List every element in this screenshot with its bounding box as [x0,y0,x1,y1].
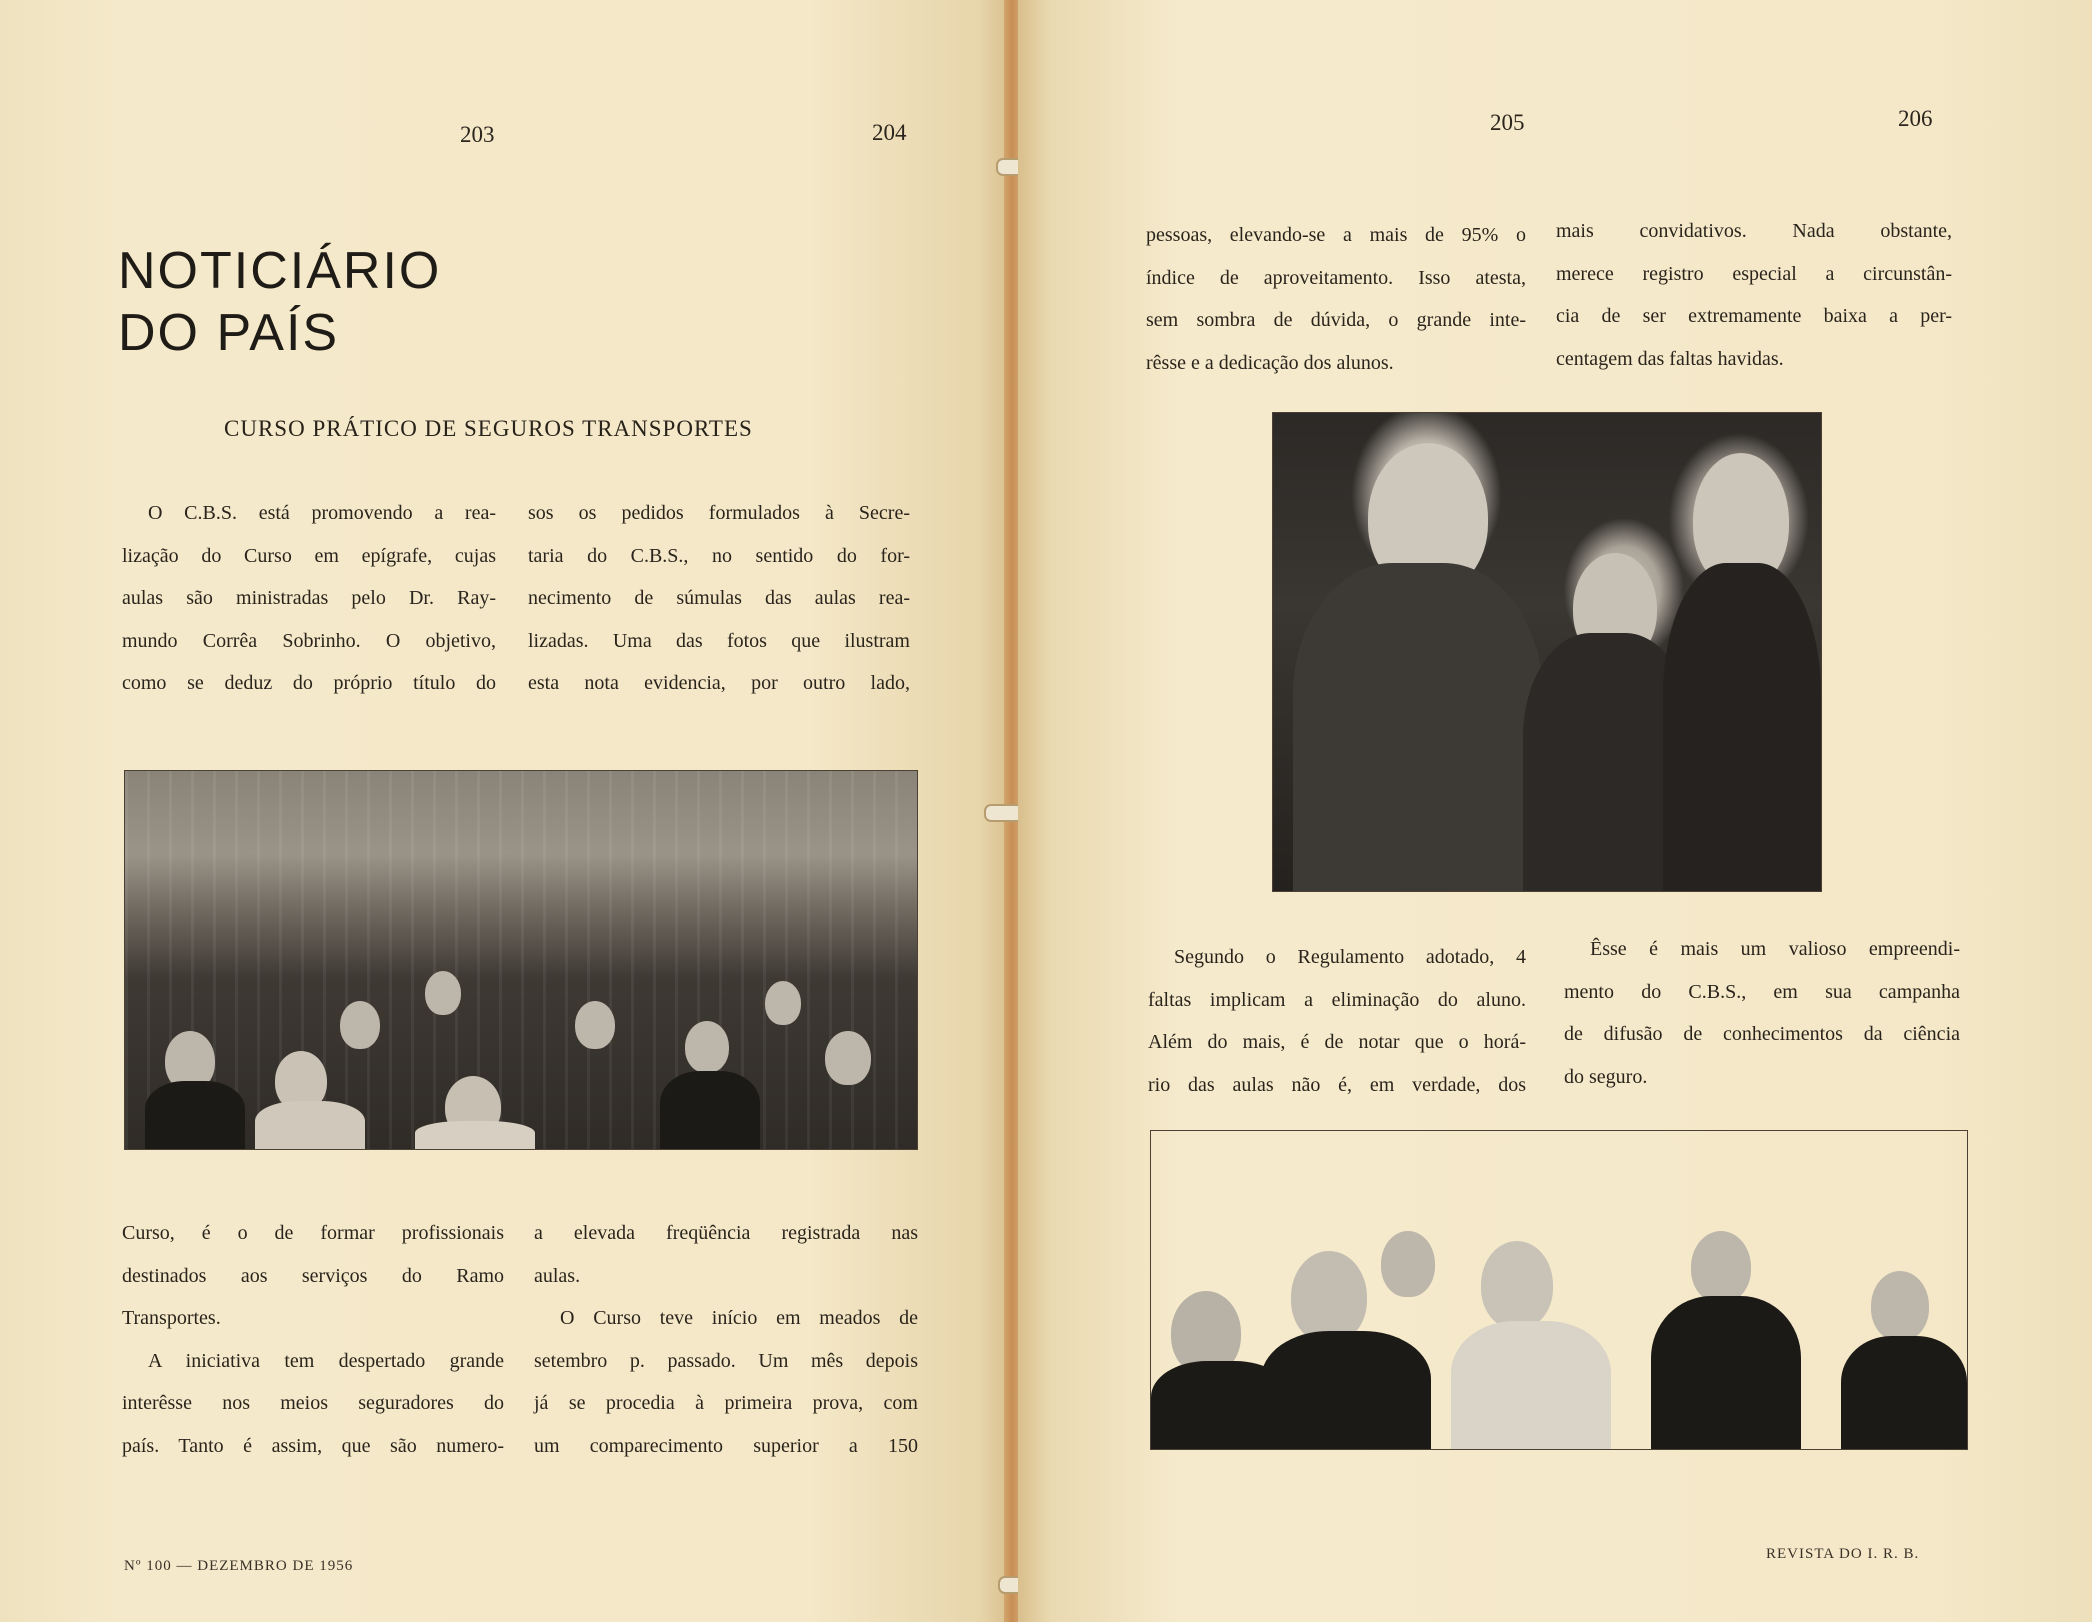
text-line: taria do C.B.S., no sentido do for- [528,544,910,567]
text-line: aulas são ministradas pelo Dr. Ray- [122,587,496,609]
text-column-7 [1148,936,1526,1106]
text-line: A iniciativa tem despertado grande [148,1349,504,1372]
text-line: setembro p. passado. Um mês depois [534,1349,918,1372]
text-line: interêsse nos meios seguradores do [122,1392,504,1414]
text-line: esta nota evidencia, por outro lado, [528,672,910,694]
page-number-204: 204 [872,120,907,145]
text-line: sem sombra de dúvida, o grande inte- [1146,309,1526,331]
text-line: do seguro. [1564,1065,1648,1088]
footer-publication: REVISTA DO I. R. B. [1766,1546,1920,1562]
text-line: mento do C.B.S., em sua campanha [1564,980,1960,1003]
page-number-203: 203 [460,122,495,147]
text-line: sos os pedidos formulados à Secre- [528,502,910,524]
text-line: já se procedia à primeira prova, com [534,1392,918,1414]
right-page [1018,0,2092,1622]
left-page [0,0,1010,1622]
text-line: lização do Curso em epígrafe, cujas [122,544,496,567]
text-line: de difusão de conhecimentos da ciência [1564,1023,1960,1045]
text-line: Transportes. [122,1307,221,1329]
photo-seated-audience [1150,1130,1968,1450]
text-line: Além do mais, é de notar que o horá- [1148,1031,1526,1053]
text-column-3 [122,1212,504,1467]
text-line: a elevada freqüência registrada nas [534,1222,918,1244]
text-line: destinados aos serviços do Ramo [122,1264,504,1287]
text-line: como se deduz do próprio título do [122,672,496,694]
text-line: pessoas, elevando-se a mais de 95% o [1146,224,1526,246]
text-line: cia de ser extremamente baixa a per- [1556,305,1952,327]
text-line: rio das aulas não é, em verdade, dos [1148,1073,1526,1096]
text-line: O Curso teve início em meados de [560,1307,918,1329]
page-number-205: 205 [1490,110,1525,135]
text-column-5 [1146,214,1526,384]
text-line: Êsse é mais um valioso empreendi- [1590,938,1960,960]
section-title: CURSO PRÁTICO DE SEGUROS TRANSPORTES [224,416,753,441]
text-line: necimento de súmulas das aulas rea- [528,587,910,609]
text-line: centagem das faltas havidas. [1556,347,1784,370]
text-line: rêsse e a dedicação dos alunos. [1146,351,1394,374]
footer-issue-date: Nº 100 — DEZEMBRO DE 1956 [124,1558,354,1574]
text-column-4 [534,1212,918,1467]
text-line: país. Tanto é assim, que são numero- [122,1434,504,1457]
photo-three-men-conversing [1272,412,1822,892]
page-number-206: 206 [1898,106,1933,131]
text-line: Segundo o Regulamento adotado, 4 [1174,946,1526,968]
text-line: mundo Corrêa Sobrinho. O objetivo, [122,629,496,652]
text-line: um comparecimento superior a 150 [534,1434,918,1457]
text-column-6 [1556,210,1952,380]
text-line: índice de aproveitamento. Isso atesta, [1146,266,1526,289]
text-column-2 [528,492,910,705]
text-line: lizadas. Uma das fotos que ilustram [528,629,910,652]
masthead-line-1: NOTICIÁRIO [118,242,442,300]
photo-classroom-audience [124,770,918,1150]
text-line: O C.B.S. está promovendo a rea- [148,502,496,524]
text-column-8 [1564,928,1960,1098]
text-line: aulas. [534,1264,581,1287]
text-line: mais convidativos. Nada obstante, [1556,220,1952,242]
text-line: faltas implicam a eliminação do aluno. [1148,988,1526,1011]
text-line: merece registro especial a circunstân- [1556,262,1952,285]
text-line: Curso, é o de formar profissionais [122,1222,504,1244]
masthead-line-2: DO PAÍS [118,304,340,362]
text-column-1 [122,492,496,705]
masthead-title [118,240,441,364]
